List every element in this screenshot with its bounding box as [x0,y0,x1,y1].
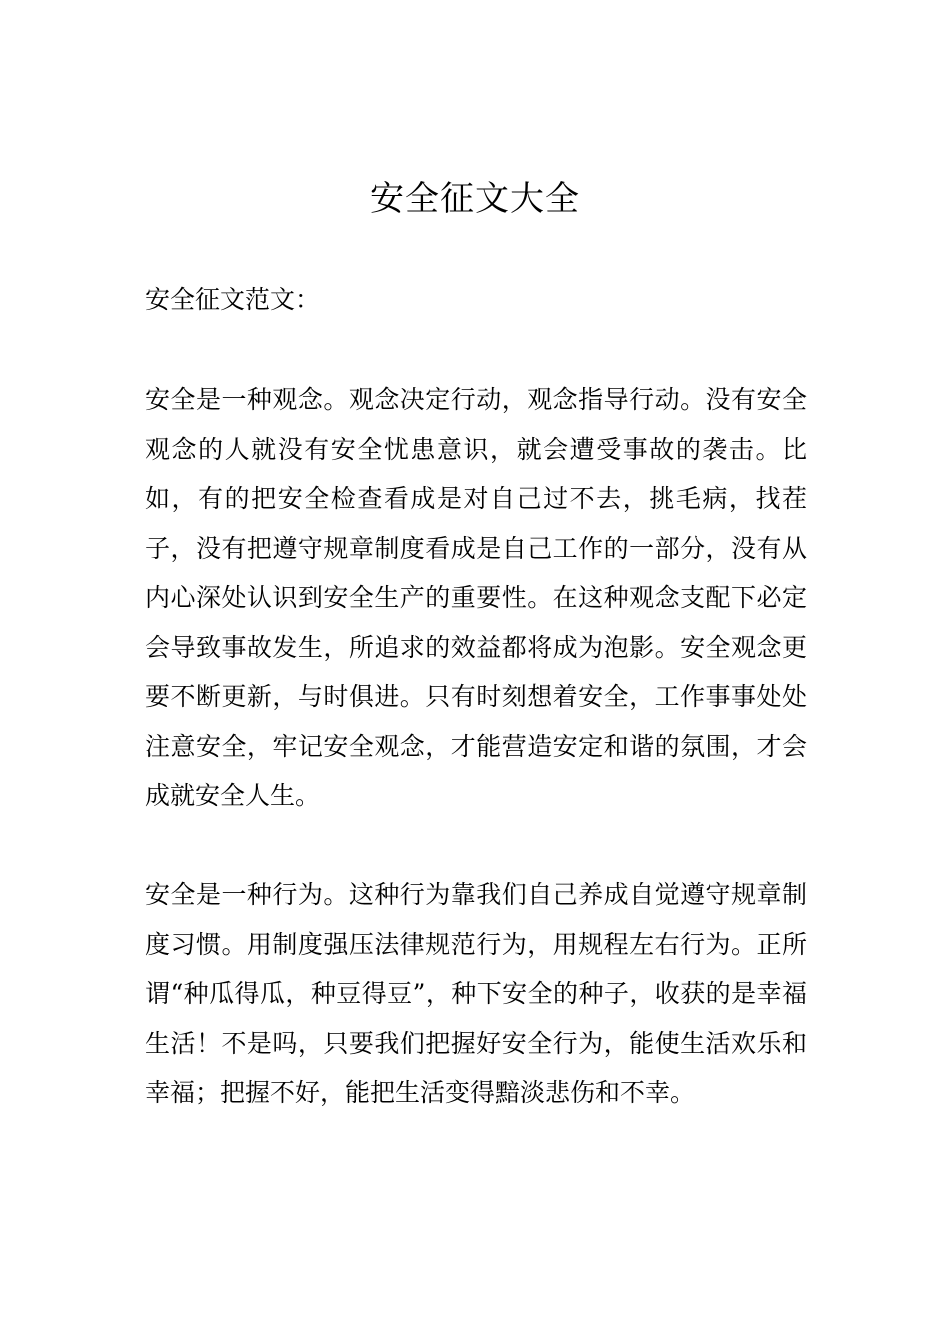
paragraph-2: 安全是一种行为。这种行为靠我们自己养成自觉遵守规章制度习惯。用制度强压法律规范行为，用规程左右行为。正所谓“种瓜得瓜，种豆得豆”，种下安全的种子，收获的是幸福生活！不是吗，只要我们把握好安全行为，能使生活欢乐和幸福；把握不好，能把生活变得黯淡悲伤和不幸。 [145,880,807,1107]
document-title: 安全征文大全 [370,179,580,219]
paragraph-1: 安全是一种观念。观念决定行动，观念指导行动。没有安全观念的人就没有安全忧患意识，就会遭受事故的袭击。比如，有的把安全检查看成是对自己过不去，挑毛病，找茬子，没有把遵守规章制度看成是自己工作的一部分，没有从内心深处认识到安全生产的重要性。在这种观念支配下必定会导致事故发生，所追求的效益都将成为泡影。安全观念更要不断更新，与时俱进。只有时刻想着安全，工作事事处处注意安全，牢记安全观念，才能营造安定和谐的氛围，才会成就安全人生。 [145,385,807,810]
document-subtitle: 安全征文范文： [145,285,321,314]
